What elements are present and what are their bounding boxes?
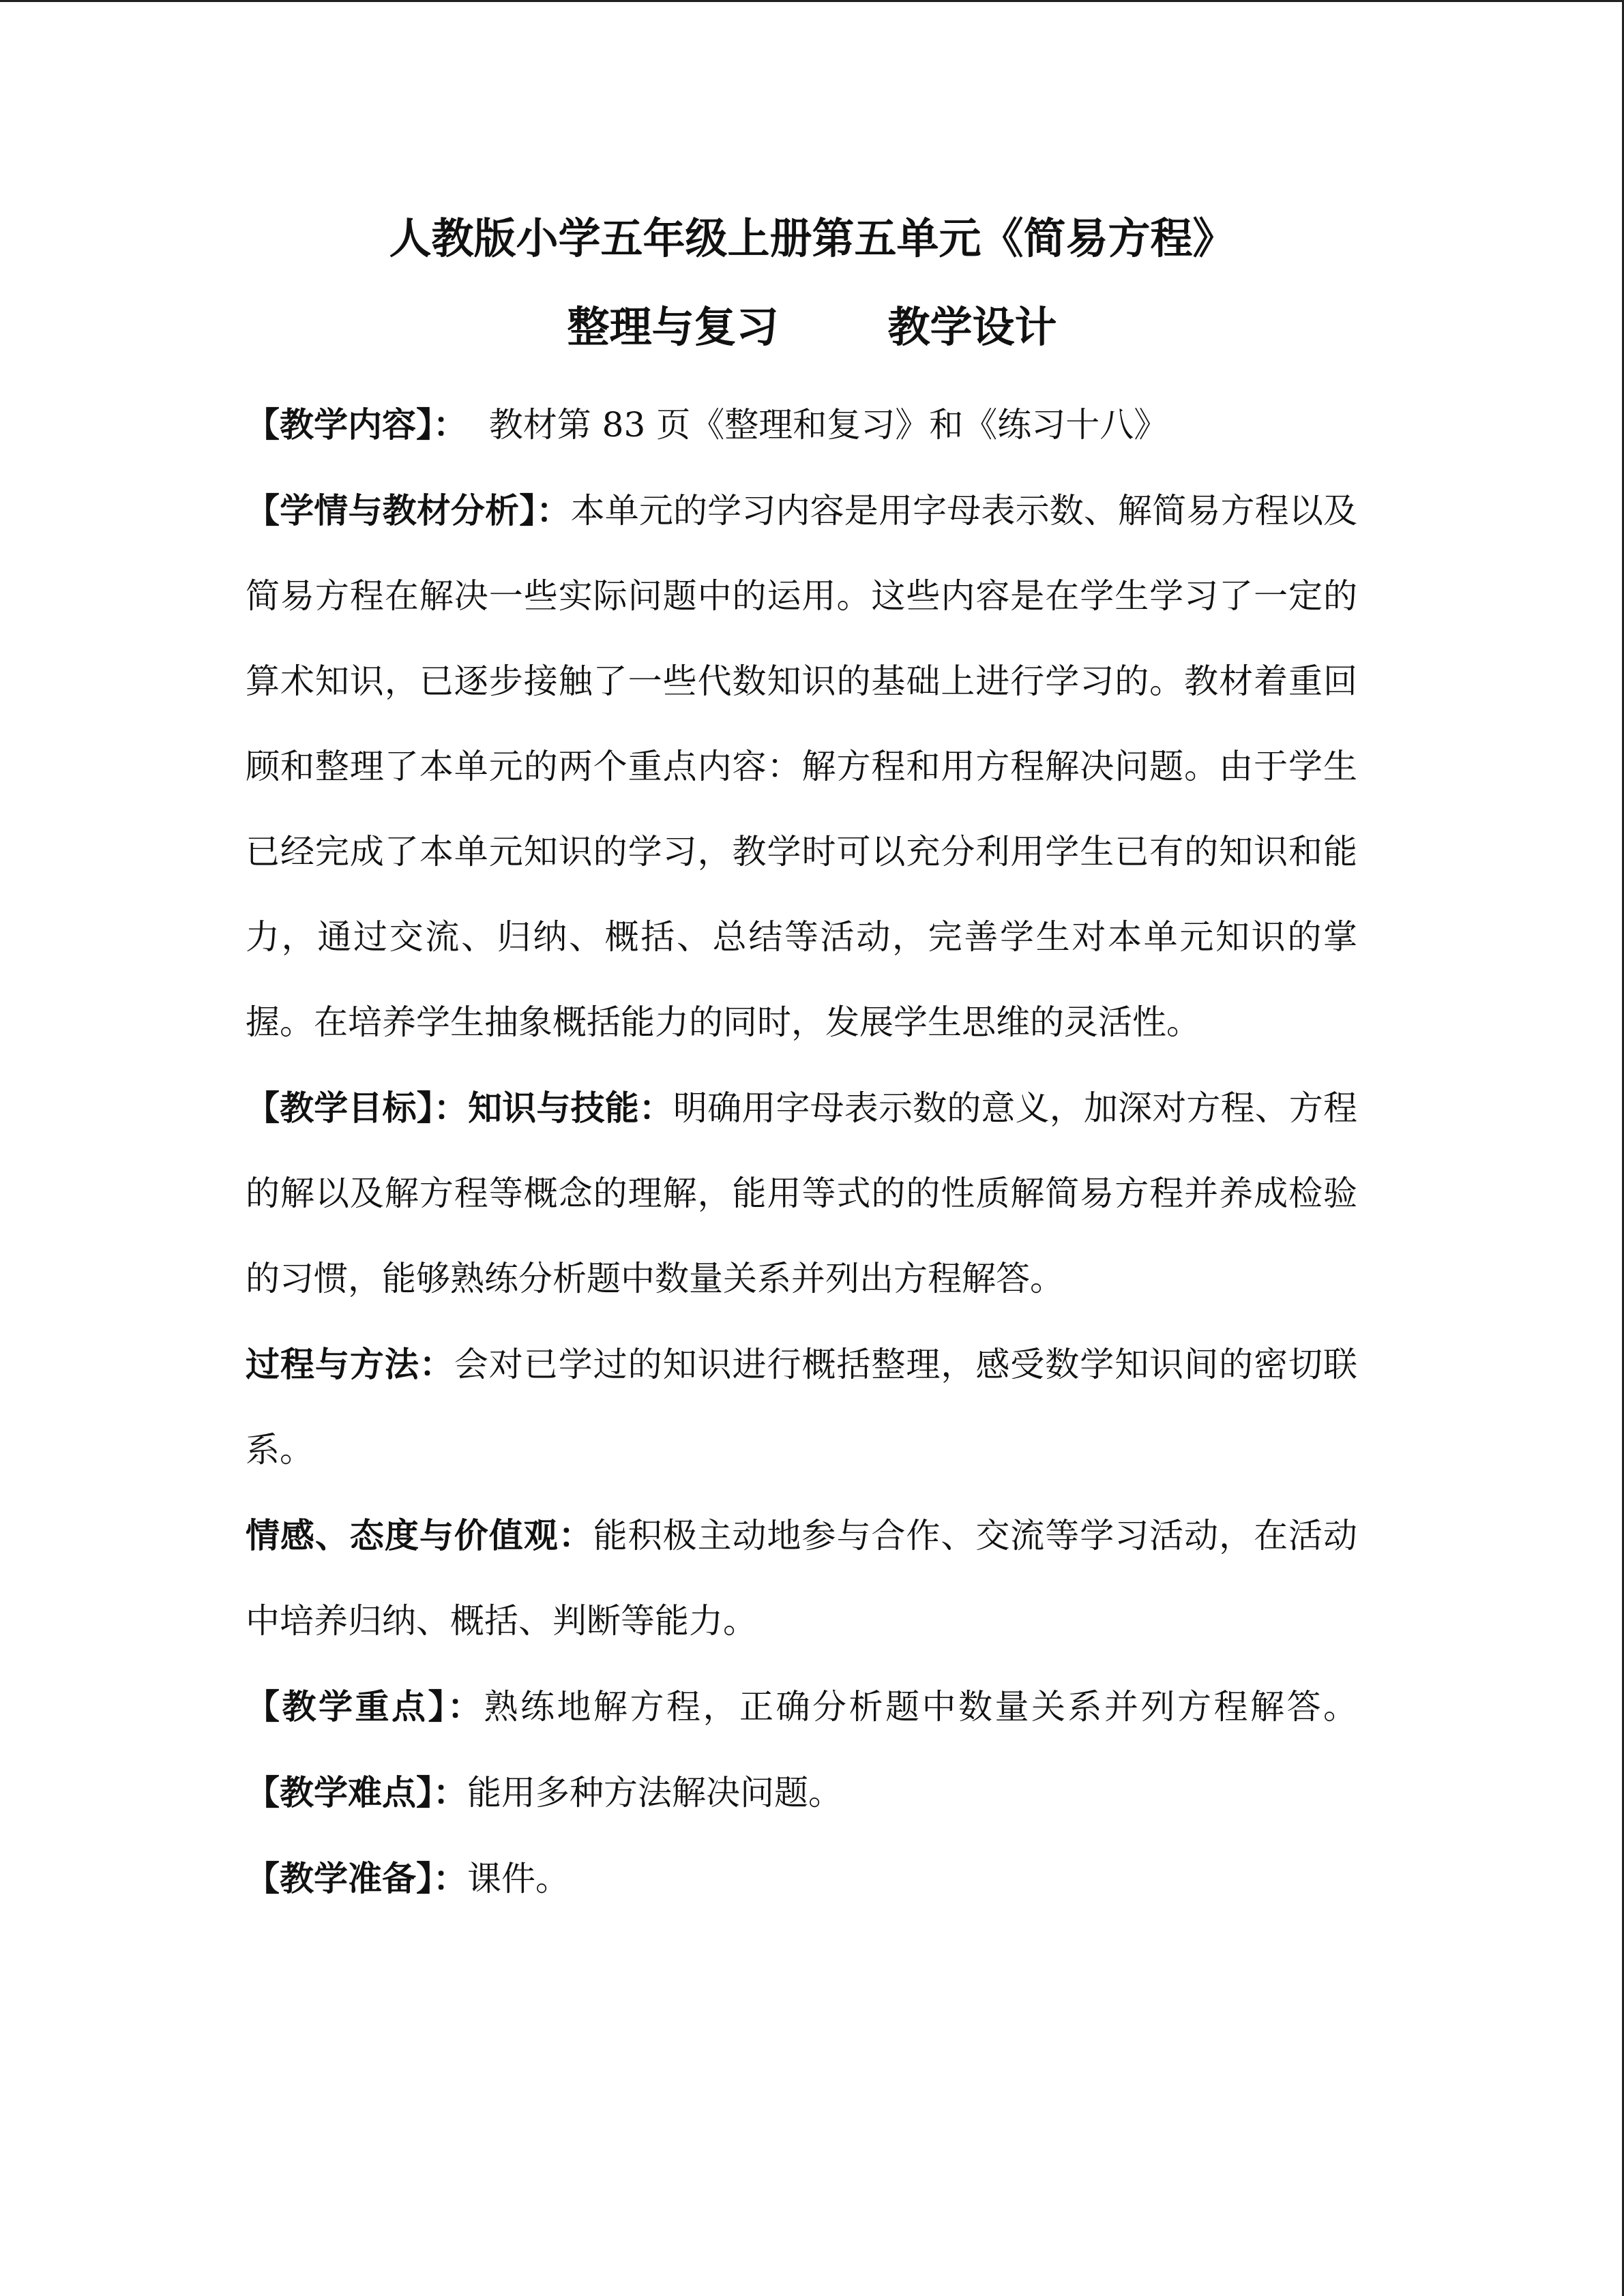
section-analysis — [246, 468, 1357, 1065]
teaching-content-text: 教材第 83 页《整理和复习》和《练习十八》 — [467, 405, 1168, 445]
section-process — [246, 1322, 1357, 1493]
document-body — [246, 382, 1357, 1922]
document-title — [0, 211, 1624, 266]
section-preparation — [246, 1836, 1357, 1922]
title-line-1: 人教版小学五年级上册第五单元《简易方程》 — [389, 213, 1235, 263]
document-subtitle — [0, 300, 1624, 355]
attitude-text: 能积极主动地参与合作、交流等学习活动，在活动中培养归纳、概括、判断等能力。 — [246, 1516, 1358, 1641]
section-key-points — [246, 1664, 1357, 1836]
attitude-label: 情感、态度与价值观： — [246, 1515, 593, 1555]
section-attitude — [246, 1493, 1357, 1664]
process-label: 过程与方法： — [246, 1344, 454, 1384]
section-teaching-content — [246, 382, 1357, 468]
teaching-content-label: 【教学内容】： — [246, 404, 467, 445]
key-points-text: 熟练地解方程，正确分析题中数量关系并列方程解答。 — [484, 1687, 1357, 1727]
process-text: 会对已学过的知识进行概括整理，感受数学知识间的密切联系。 — [246, 1345, 1358, 1470]
goals-label: 【教学目标】： — [246, 1088, 469, 1128]
goals-knowledge-text: 明确用字母表示数的意义，加深对方程、方程的解以及解方程等概念的理解，能用等式的的性质解简易方程并养成检验的习惯，能够熟练分析题中数量关系并列出方程解答。 — [246, 1088, 1357, 1298]
subtitle-right: 教学设计 — [887, 302, 1057, 352]
key-points-label: 【教学重点】： — [246, 1686, 484, 1727]
difficulty-text: 能用多种方法解决问题。 — [467, 1773, 842, 1813]
goals-knowledge-label: 知识与技能： — [468, 1088, 674, 1128]
difficulty-label: 【教学难点】： — [246, 1772, 467, 1813]
analysis-text: 本单元的学习内容是用字母表示数、解简易方程以及简易方程在解决一些实际问题中的运用。这些内容是在学生学习了一定的算术知识，已逐步接触了一些代数知识的基础上进行学习的。教材着重回顾和整理了本单元的两个重点内容：解方程和用方程解决问题。由于学生已经完成了本单元知识的学习，教学时可以充分利用学生已有的知识和能力，通过交流、归纳、概括、总结等活动，完善学生对本单元知识的掌握。在培养学生抽象概括能力的同时，发展学生思维的灵活性。 — [246, 491, 1357, 1042]
preparation-text: 课件。 — [467, 1859, 570, 1898]
section-goals — [246, 1065, 1357, 1322]
analysis-label: 【学情与教材分析】： — [246, 490, 571, 531]
preparation-label: 【教学准备】： — [246, 1858, 467, 1898]
subtitle-left: 整理与复习 — [567, 302, 779, 352]
